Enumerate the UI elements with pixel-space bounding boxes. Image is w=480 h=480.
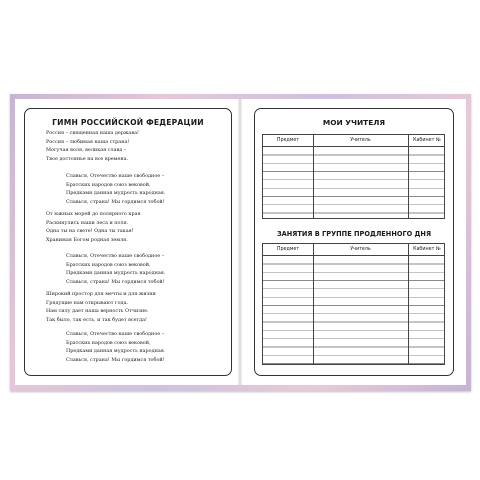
anthem-line: Предками данная мудрость народная. — [66, 270, 166, 277]
column-divider — [408, 135, 409, 218]
anthem-line: Широкий простор для мечты и для жизни — [46, 291, 156, 297]
column-header-subject: Предмет — [276, 247, 300, 252]
anthem-line: Могучая воля, великая слава – — [46, 147, 127, 154]
column-header-subject: Предмет — [276, 138, 300, 143]
anthem-line: От южных морей до полярного края — [46, 211, 141, 217]
table-rows — [263, 256, 444, 364]
teachers-title: МОИ УЧИТЕЛЯ — [322, 118, 386, 127]
anthem-line: Раскинулись наши леса и поля. — [46, 219, 129, 226]
anthem-line: Славься, Отечество наше свободное – — [66, 253, 165, 259]
anthem-line: Предками данная мудрость народная. — [66, 348, 166, 355]
anthem-line: Россия – любимая наша страна! — [46, 138, 130, 145]
teachers-table-header — [263, 135, 444, 147]
page-fold — [238, 99, 242, 385]
anthem-line: Предками данная мудрость народная. — [66, 190, 166, 197]
anthem-line: Одна ты на свете! Одна ты такая! — [46, 228, 134, 235]
column-header-room: Кабинет № — [413, 138, 441, 143]
anthem-line: Россия – священная наша держава! — [46, 130, 139, 136]
column-divider — [408, 244, 409, 364]
anthem-stanza — [46, 290, 156, 324]
anthem-chorus — [66, 172, 165, 206]
anthem-title: ГИМН РОССИЙСКОЙ ФЕДЕРАЦИИ — [52, 118, 204, 127]
table-rows — [263, 147, 444, 218]
anthem-line: Грядущие нам открывают года. — [46, 299, 129, 306]
anthem-line: Хранимая Богом родная земля. — [46, 236, 128, 243]
afterschool-table — [262, 243, 445, 365]
anthem-line: Братских народов союз вековой, — [66, 261, 151, 268]
anthem-stanza — [46, 129, 139, 163]
anthem-line: Так было, так есть, и так будет всегда! — [46, 316, 148, 323]
anthem-line: Братских народов союз вековой, — [66, 181, 151, 188]
column-header-room: Кабинет № — [413, 247, 441, 252]
anthem-line: Нам силу дает наша верность Отчизне. — [46, 308, 149, 315]
teachers-table — [262, 134, 445, 219]
anthem-line: Славься, Отечество наше свободное – — [66, 173, 165, 179]
column-divider — [313, 135, 314, 218]
anthem-line: Братских народов союз вековой, — [66, 339, 151, 346]
anthem-line: Славься, Отечество наше свободное – — [66, 331, 165, 337]
anthem-chorus — [66, 252, 165, 286]
afterschool-title: ЗАНЯТИЯ В ГРУППЕ ПРОДЛЕННОГО ДНЯ — [276, 230, 432, 238]
anthem-stanza — [46, 210, 141, 244]
anthem-line: Славься, страна! Мы гордимся тобой! — [66, 278, 165, 285]
column-divider — [313, 244, 314, 364]
anthem-chorus — [66, 330, 165, 364]
afterschool-table-header — [263, 244, 444, 256]
column-header-teacher: Учитель — [350, 138, 371, 143]
anthem-line: Твое достоянье на все времена. — [46, 155, 129, 162]
anthem-line: Славься, страна! Мы гордимся тобой! — [66, 356, 165, 363]
column-header-teacher: Учитель — [350, 247, 371, 252]
anthem-line: Славься, страна! Мы гордимся тобой! — [66, 198, 165, 205]
